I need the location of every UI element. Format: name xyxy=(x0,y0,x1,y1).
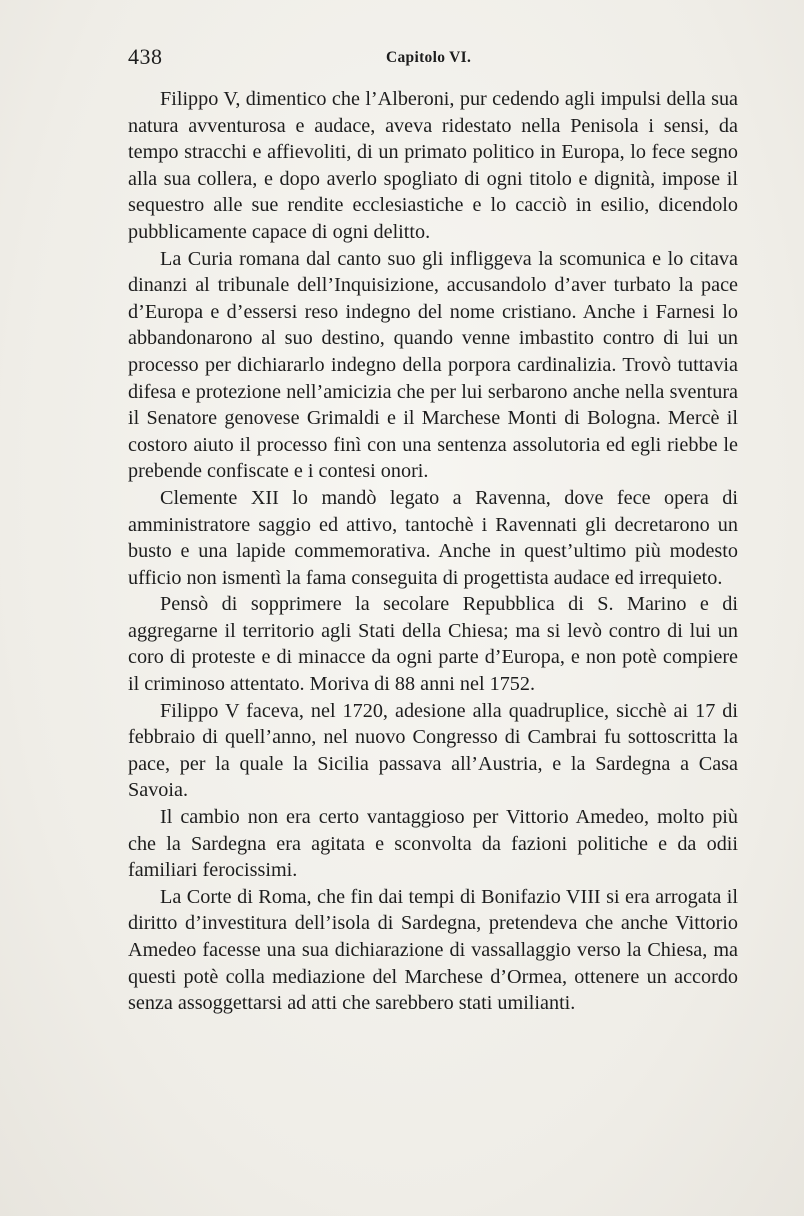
paragraph-5: Filippo V faceva, nel 1720, adesione alla quadruplice, sicchè ai 17 di febbraio di quell’anno, nel nuovo Congresso di Cambrai fu sottoscritta la pace, per la quale la Sicilia passava all’Austria, e la Sardegna a Casa Savoia. xyxy=(128,699,738,802)
page-header xyxy=(128,44,740,72)
paragraph-4: Pensò di sopprimere la secolare Repubblica di S. Marino e di aggregarne il territorio agli Stati della Chiesa; ma si levò contro di lui un coro di proteste e di minacce da ogni parte d’Europa, e non potè compiere il criminoso attentato. Moriva di 88 anni nel 1752. xyxy=(128,593,738,696)
body-text xyxy=(128,86,738,1017)
paragraph-7: La Corte di Roma, che fin dai tempi di Bonifazio VIII si era arrogata il diritto d’investitura dell’isola di Sardegna, pretendeva che anche Vittorio Amedeo facesse una sua dichiarazione di vassallaggio verso la Chiesa, ma questi potè colla mediazione del Marchese d’Ormea, ottenere un accordo senza assoggettarsi ad atti che sarebbero stati umilianti. xyxy=(128,885,738,1015)
paragraph-1: Filippo V, dimentico che l’Alberoni, pur cedendo agli impulsi della sua natura avventurosa e audace, aveva ridestato nella Penisola i sensi, da tempo stracchi e affievoliti, di un primato politico in Europa, lo fece segno alla sua collera, e dopo averlo spogliato di ogni titolo e dignità, impose il sequestro alle sue rendite ecclesiastiche e lo cacciò in esilio, dicendolo pubblicamente capace di ogni delitto. xyxy=(128,88,738,243)
paragraph-2: La Curia romana dal canto suo gli infliggeva la scomunica e lo citava dinanzi al tribunale dell’Inquisizione, accusandolo d’aver turbato la pace d’Europa e d’essersi reso indegno del nome cristiano. Anche i Farnesi lo abbandonarono al suo destino, quando venne imbastito contro di lui un processo per dichiararlo indegno della porpora cardinalizia. Trovò tuttavia difesa e protezione nell’amicizia che per lui serbarono anche nella sventura il Senatore genovese Grimaldi e il Marchese Monti di Bologna. Mercè il costoro aiuto il processo finì con una sentenza assolutoria ed egli riebbe le prebende confiscate e i contesi onori. xyxy=(128,247,738,483)
page-number: 438 xyxy=(128,44,163,69)
paragraph-3: Clemente XII lo mandò legato a Ravenna, dove fece opera di amministratore saggio ed attivo, tantochè i Ravennati gli decretarono un busto e una lapide commemorativa. Anche in quest’ultimo più modesto ufficio non ismentì la fama conseguita di progettista audace ed irrequieto. xyxy=(128,486,738,589)
running-head: Capitolo VI. xyxy=(386,49,472,66)
paragraph-6: Il cambio non era certo vantaggioso per Vittorio Amedeo, molto più che la Sardegna era agitata e sconvolta da fazioni politiche e da odii familiari ferocissimi. xyxy=(128,806,738,882)
